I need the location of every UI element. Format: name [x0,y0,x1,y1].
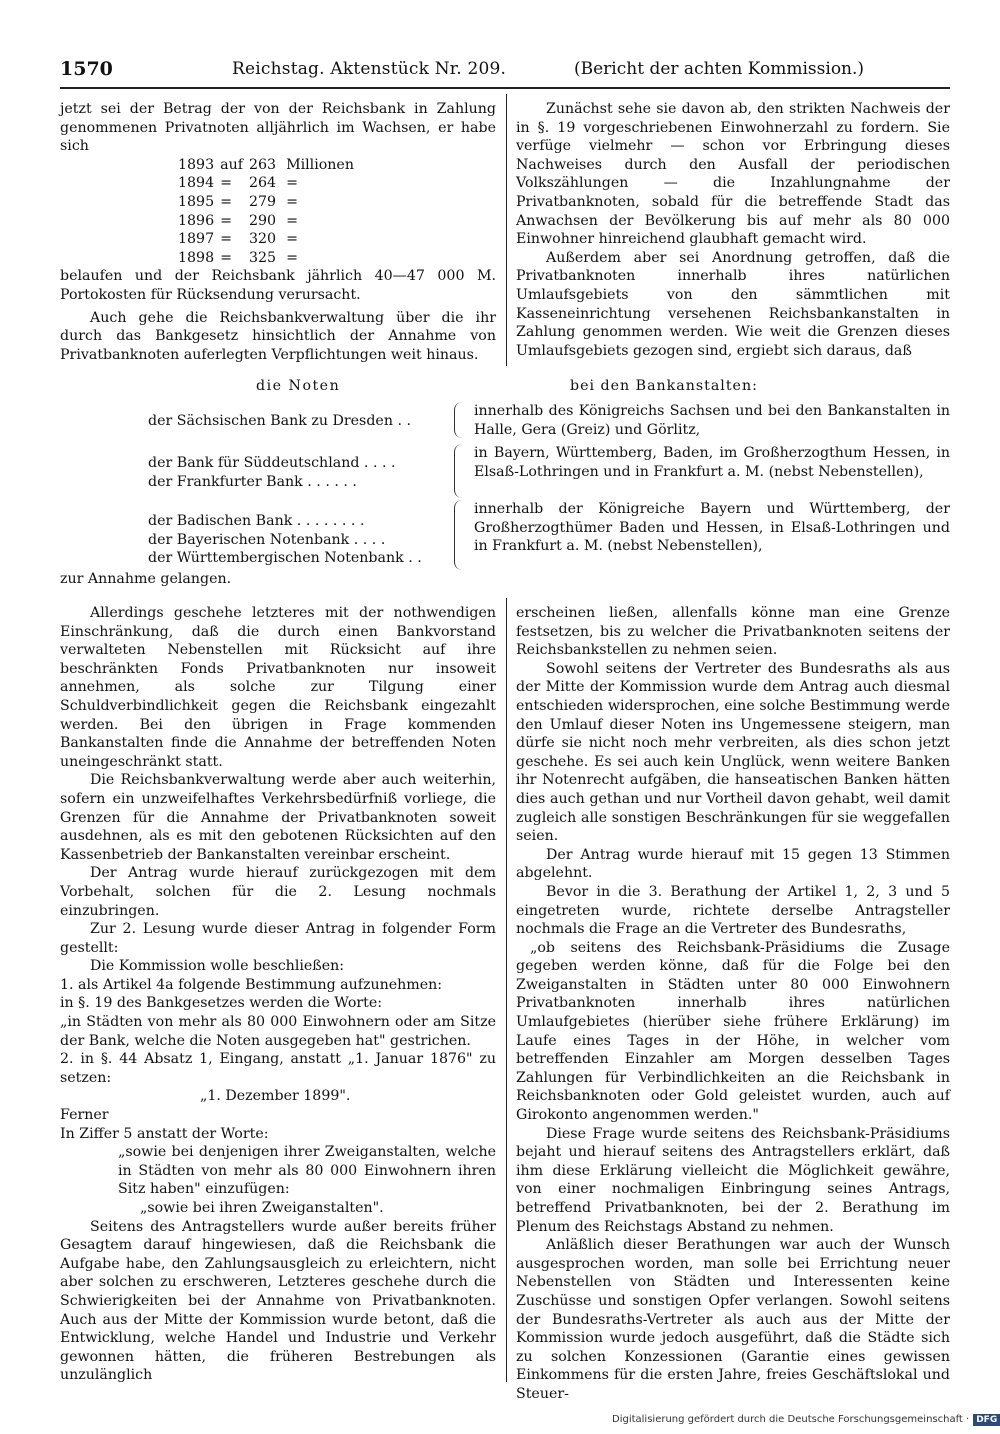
paragraph: Seitens des Antragstellers wurde außer bereits früher Gesagtem darauf hingewiesen, daß die Reichsbank die Aufgabe habe, den Zahlungsausgleich zu erleichtern, nicht aber solchen zu erschweren, Letzteres geschehe durch die Schwierigkeiten bei der Annahme von Privatbanknoten. Auch aus der Mitte der Kommission wurde betont, daß die Entwicklung, welche Handel und Industrie und Verkehr gewonnen hätten, die früheren Bestrebungen als unzulänglich [60,1218,496,1384]
notes-row [60,500,950,576]
paragraph: Zunächst sehe sie davon ab, den strikten Nachweis der in §. 19 vorgeschriebenen Einwohnerzahl zu fordern. Sie verfüge vielmehr — schon vor Erbringung dieses Nachweises durch den Ausfall der periodischen Volkszählungen — die Inzahlungnahme der Privatbanknoten, sobald für die betreffende Stadt das Anwachsen der Bevölkerung bis auf mehr als 80 000 Einwohner hinreichend glaubhaft gemacht wird. [516,101,950,248]
year-cell: 1898 [178,249,215,266]
sep-cell: = [220,193,232,210]
unit-cell: = [286,193,298,210]
list-item: 1. als Artikel 4a folgende Bestimmung aufzunehmen: [60,976,443,993]
bank-name: der Württembergischen Notenbank . . [148,550,422,567]
digitization-credit [612,1414,997,1430]
year-cell: 1896 [178,212,215,229]
page-number: 1570 [60,58,113,80]
list-item: 2. in §. 44 Absatz 1, Eingang, anstatt „1. Januar 1876" zu setzen: [60,1051,496,1086]
paragraph: Bevor in die 3. Berathung der Artikel 1, 2, 3 und 5 eingetreten wurde, richtete derselbe Antragsteller nochmals die Frage an die Vertreter des Bundesraths, [516,883,950,938]
list-subitem: in §. 19 des Bankgesetzes werden die Worte: [60,995,383,1012]
notes-closing: zur Annahme gelangen. [60,571,232,587]
quoted-text: „ob seitens des Reichsbank-Präsidiums die Zusage gegeben werden könne, daß für die Folge bei den Zweiganstalten in Städten unter 80 000 Einwohnern Privatbanknoten innerhalb ihres natürlichen Umlaufgebietes (hierüber siehe frühere Erklärung) im Laufe eines Tages in der Höhe, in welcher vom betreffenden Einzahler am Morgen desselben Tages Zahlungen für Verbindlichkeiten an die Reichsbank in Reichsbanknoten oder Gold geleistet wurden, auch auf Girokonto angenommen werden." [516,939,950,1124]
paragraph: Anläßlich dieser Berathungen war auch der Wunsch ausgesprochen worden, man solle bei Errichtung neuer Nebenstellen von Städten und Interessenten keine Zuschüsse und sonstigen Opfer verlangen. Sowohl seitens der Bundesraths-Vertreter als auch aus der Mitte der Kommission wurde jedoch ausgeführt, daß die Städte sich zu solchen Konzessionen (Garantie eines gewissen Einkommens für die ersten Jahre, freies Geschäftslokal und Steuer- [516,1237,950,1402]
bank-name: der Bank für Süddeutschland . . . . [148,455,396,471]
paragraph: Der Antrag wurde hierauf mit 15 gegen 13 Stimmen abgelehnt. [516,846,950,882]
value-cell: 264 [248,175,277,192]
paragraph: Die Reichsbankverwaltung werde aber auch weiterhin, sofern ein unzweifelhaftes Verkehrsbedürfniß vorliege, die Grenzen für die Annahme der Privatbanknoten soweit ausdehnen, als es mit den gebotenen Rücksichten auf den Kassenbetrieb der Bankanstalten vereinbar erscheint. [60,772,496,863]
year-cell: 1895 [178,193,215,210]
notes-where [474,500,950,556]
quoted-text: „sowie bei ihren Zweiganstalten". [140,1200,384,1216]
notes-where [474,402,950,439]
paragraph: Ferner [60,1107,109,1124]
brace [454,444,469,498]
value-cell: 320 [248,231,277,248]
notes-head-right: bei den Bankanstalten: [570,378,758,394]
unit-cell: Millionen [286,156,354,173]
year-cell: 1897 [178,231,215,248]
table-row [178,156,360,175]
unit-cell: = [286,175,298,192]
paragraph: Diese Frage wurde seitens des Reichsbank-Präsidiums bejaht und hierauf seitens des Antragstellers erklärt, daß ihm diese Erklärung vielleicht die Möglichkeit gewähre, von einer nochmaligen Einbringung seines Antrags, betreffend Privatbanknoten, bei der 2. Berathung im Plenum des Reichstags Abstand zu nehmen. [516,1125,950,1235]
dfg-logo: DFG [973,1414,1000,1426]
value-cell: 290 [248,212,277,229]
paragraph: Sowohl seitens der Vertreter des Bundesraths als aus der Mitte der Kommission wurde dem Antrag auch diesmal entschieden widersprochen, eine solche Bestimmung werde den Umlauf dieser Noten ins Ungemessene steigern, man dürfe sie nicht noch mehr verbreiten, als dies schon jetzt geschehe. Es sei auch kein Unglück, wenn weitere Banken ihr Notenrecht aufgäben, die hanseatischen Banken hätten dies auch gethan und nur Vortheil davon gehabt, weil damit zugleich alle sonstigen Beschränkungen für sie weggefallen seien. [516,660,950,845]
bank-name: der Frankfurter Bank . . . . . . [148,473,357,490]
unit-cell: = [286,231,298,248]
value-cell: 325 [248,249,277,266]
quoted-text: „1. Dezember 1899". [200,1088,351,1105]
brace [454,402,469,438]
unit-cell: = [286,249,298,266]
table-row [178,193,360,212]
notes-row [60,402,950,442]
unit-cell: = [286,212,298,229]
page-header [60,58,950,88]
sep-cell: = [220,231,232,248]
paragraph: Zur 2. Lesung wurde dieser Antrag in folgender Form gestellt: [60,921,496,956]
notes-table-head [60,378,950,398]
notes-where [474,444,950,481]
page-title: Reichstag. Aktenstück Nr. 209. [232,59,507,79]
yearly-table [178,156,360,268]
paragraph: erscheinen ließen, allenfalls könne man eine Grenze festsetzen, bis zu welcher die Privatbanknoten seitens der Reichsbankstellen zu nehmen seien. [516,605,950,659]
bank-name: der Bayerischen Notenbank . . . . [148,531,386,548]
left-bottom-column [60,604,496,1385]
paragraph: jetzt sei der Betrag der von der Reichsbank in Zahlung genommenen Privatnoten alljährlich im Wachsen, er habe sich [60,101,496,155]
table-row [178,212,360,231]
table-row [178,174,360,193]
credit-text: Digitalisierung gefördert durch die Deutsche Forschungsgemeinschaft · [612,1414,970,1425]
sep-cell: auf [220,156,243,173]
column-divider-bottom [506,598,507,1382]
column-divider-top [506,94,507,366]
value-cell: 263 [248,156,277,173]
sep-cell: = [220,249,232,266]
bank-name: der Badischen Bank . . . . . . . . [148,513,365,529]
paragraph: Allerdings geschehe letzteres mit der nothwendigen Einschränkung, daß die durch einen Bankvorstand verwalteten Nebenstellen mit Rücksicht auf ihre beschränkten Fonds Privatbanknoten nur insoweit annehmen, als solche zur Tilgung einer Schuldverbindlichkeit gegen die Reichsbank eingezahlt werden. Bei den übrigen in Frage kommenden Bankanstalten finde die Annahme der betreffenden Noten uneingeschränkt statt. [60,605,496,770]
brace [454,500,469,570]
paragraph: Auch gehe die Reichsbankverwaltung über die ihr durch das Bankgesetz hinsichtlich der Annahme von Privatbanknoten auferlegten Verpflichtungen weit hinaus. [60,309,496,363]
paragraph: belaufen und der Reichsbank jährlich 40—47 000 M. Portokosten für Rücksendung verursacht. [60,268,496,303]
bank-name: der Sächsischen Bank zu Dresden . . [148,413,411,429]
year-cell: 1894 [178,175,215,192]
left-top-column [60,100,496,364]
quoted-text: „sowie bei denjenigen ihrer Zweiganstalten, welche in Städten von mehr als 80 000 Einwohnern ihren Sitz haben" einzufügen: [118,1144,496,1198]
header-rule [60,87,950,89]
paragraph: Außerdem aber sei Anordnung getroffen, daß die Privatbanknoten innerhalb ihres natürlichen Umlaufsgebiets von den sämmtlichen mit Kasseneinrichtung versehenen Reichsbankanstalten in Zahlung genommen werden. Wie weit die Grenzen dieses Umlaufsgebiets gezogen sind, ergiebt sich daraus, daß [516,249,950,359]
right-bottom-column [516,604,950,1404]
notes-where-text: in Bayern, Württemberg, Baden, im Großherzogthum Hessen, in Elsaß-Lothringen und in Frankfurt a. M. (nebst Nebenstellen), [474,445,950,480]
value-cell: 279 [248,193,277,210]
table-row [178,230,360,249]
table-row [178,249,360,268]
notes-where-text: innerhalb der Königreiche Bayern und Württemberg, der Großherzogthümer Baden und Hessen, in Elsaß-Lothringen und in Frankfurt a. M. (nebst Nebenstellen), [474,501,950,555]
paragraph: Die Kommission wolle beschließen: [90,958,345,975]
page-subtitle: (Bericht der achten Kommission.) [574,59,865,79]
notes-head-left: die Noten [256,378,341,394]
quoted-text: „in Städten von mehr als 80 000 Einwohnern oder am Sitze der Bank, welche die Noten ausgegeben hat" gestrichen. [60,1014,496,1049]
paragraph: In Ziffer 5 anstatt der Worte: [60,1125,269,1142]
notes-row [60,444,950,502]
notes-where-text: innerhalb des Königreichs Sachsen und bei den Bankanstalten in Halle, Gera (Greiz) und Görlitz, [474,403,950,438]
paragraph: Der Antrag wurde hierauf zurückgezogen mit dem Vorbehalt, solchen für die 2. Lesung nochmals einzubringen. [60,865,496,919]
year-cell: 1893 [178,156,215,173]
sep-cell: = [220,175,232,192]
sep-cell: = [220,212,232,229]
right-top-column [516,100,950,360]
